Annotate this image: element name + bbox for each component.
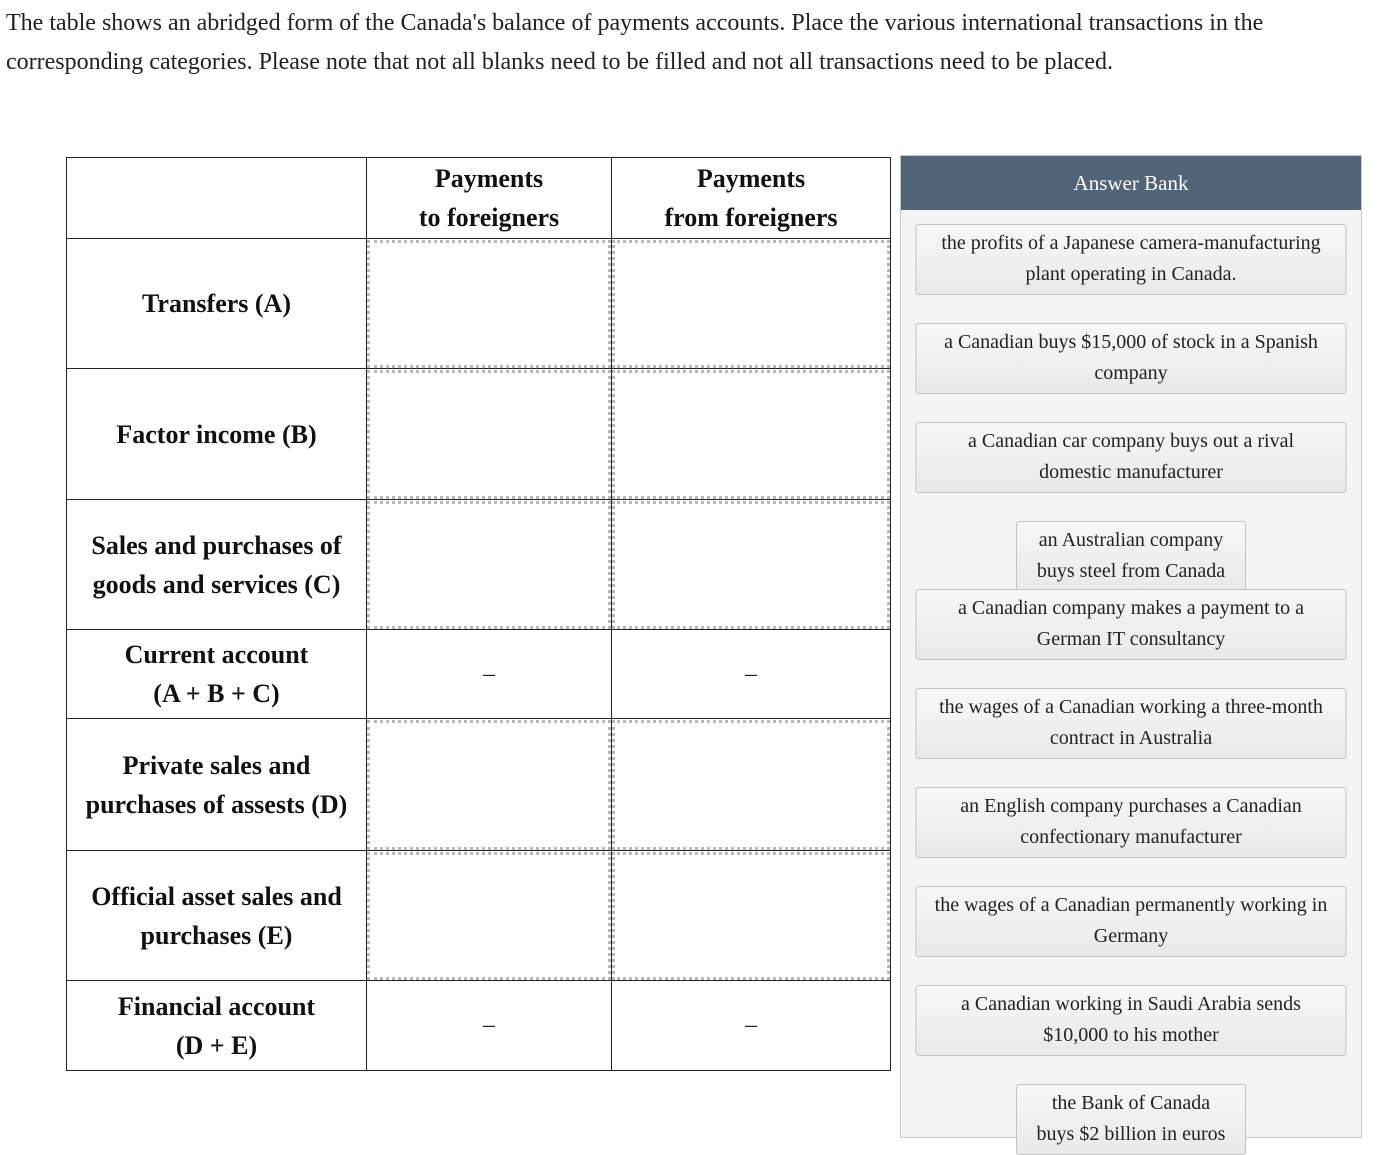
row-goods-services — [67, 500, 891, 630]
current-account-to-dash: – — [367, 630, 612, 719]
dropzone-transfers-from[interactable] — [612, 239, 891, 369]
row-label-current-account — [67, 630, 367, 719]
dropzone-goods-services-from[interactable] — [612, 500, 891, 630]
financial-account-from-dash: – — [612, 981, 891, 1071]
row-factor-income — [67, 369, 891, 500]
dropzone-goods-services-to[interactable] — [367, 500, 612, 630]
header-payments-to-foreigners — [367, 158, 612, 239]
dropzone-official-assets-to[interactable] — [367, 851, 612, 981]
answer-chip[interactable]: the profits of a Japanese camera-manufacturing plant operating in Canada. — [916, 224, 1347, 295]
header-from-line2: from foreigners — [664, 203, 838, 232]
answer-chip[interactable]: a Canadian buys $15,000 of stock in a Spanish company — [916, 323, 1347, 394]
row-label-line: Transfers (A) — [142, 289, 291, 318]
dropzone-private-assets-to[interactable] — [367, 719, 612, 851]
row-label-line: Factor income (B) — [116, 419, 317, 449]
answer-bank — [900, 155, 1362, 1145]
row-transfers — [67, 239, 891, 369]
dropzone-official-assets-from[interactable] — [612, 851, 891, 981]
header-to-line2: to foreigners — [418, 203, 560, 232]
row-label-line: Official asset sales and — [91, 881, 342, 911]
answer-chip[interactable]: an Australian company buys steel from Canada — [1016, 521, 1246, 592]
corner-header-cell — [67, 158, 367, 239]
answer-chip[interactable]: the wages of a Canadian working a three-month contract in Australia — [916, 688, 1347, 759]
row-label-official-assets — [67, 851, 367, 981]
row-label-line: Current account — [124, 640, 309, 669]
row-private-assets — [67, 719, 891, 851]
row-label-transfers — [67, 239, 367, 369]
header-from-line1: Payments — [696, 164, 806, 193]
answer-chip[interactable]: a Canadian company makes a payment to a German IT consultancy — [916, 589, 1347, 660]
header-payments-from-foreigners — [612, 158, 891, 239]
answer-chip[interactable]: the Bank of Canada buys $2 billion in euros — [1016, 1084, 1246, 1155]
instructions-text: The table shows an abridged form of the Canada's balance of payments accounts. Place the various international transactions in the corresponding categories. Please note that not all blanks need to be filled and not all transactions need to be placed. — [6, 10, 1264, 75]
row-financial-account — [67, 981, 891, 1071]
dropzone-private-assets-from[interactable] — [612, 719, 891, 851]
dropzone-factor-income-from[interactable] — [612, 369, 891, 500]
row-label-financial-account — [67, 981, 367, 1071]
row-label-line: Financial account — [117, 991, 316, 1021]
row-official-assets — [67, 851, 891, 981]
answer-chip[interactable]: a Canadian car company buys out a rival domestic manufacturer — [916, 422, 1347, 493]
answer-chip[interactable]: a Canadian working in Saudi Arabia sends $10,000 to his mother — [916, 985, 1347, 1056]
answer-chip[interactable]: the wages of a Canadian permanently working in Germany — [916, 886, 1347, 957]
row-current-account — [67, 630, 891, 719]
financial-account-to-dash: – — [367, 981, 612, 1071]
row-label-goods-services — [67, 500, 367, 630]
answer-bank-title: Answer Bank — [901, 156, 1361, 210]
row-label-line: goods and services (C) — [92, 569, 341, 599]
dropzone-factor-income-to[interactable] — [367, 369, 612, 500]
row-label-factor-income — [67, 369, 367, 500]
balance-of-payments-table — [66, 157, 891, 1071]
header-to-line1: Payments — [434, 164, 544, 193]
row-label-line: (A + B + C) — [153, 679, 280, 708]
row-label-line: purchases (E) — [140, 920, 293, 950]
current-account-from-dash: – — [612, 630, 891, 719]
row-label-line: (D + E) — [175, 1030, 258, 1060]
row-label-line: Sales and purchases of — [91, 530, 342, 560]
row-label-line: Private sales and — [122, 750, 311, 780]
answer-chip[interactable]: an English company purchases a Canadian confectionary manufacturer — [916, 787, 1347, 858]
row-label-line: purchases of assests (D) — [85, 789, 348, 819]
row-label-private-assets — [67, 719, 367, 851]
dropzone-transfers-to[interactable] — [367, 239, 612, 369]
